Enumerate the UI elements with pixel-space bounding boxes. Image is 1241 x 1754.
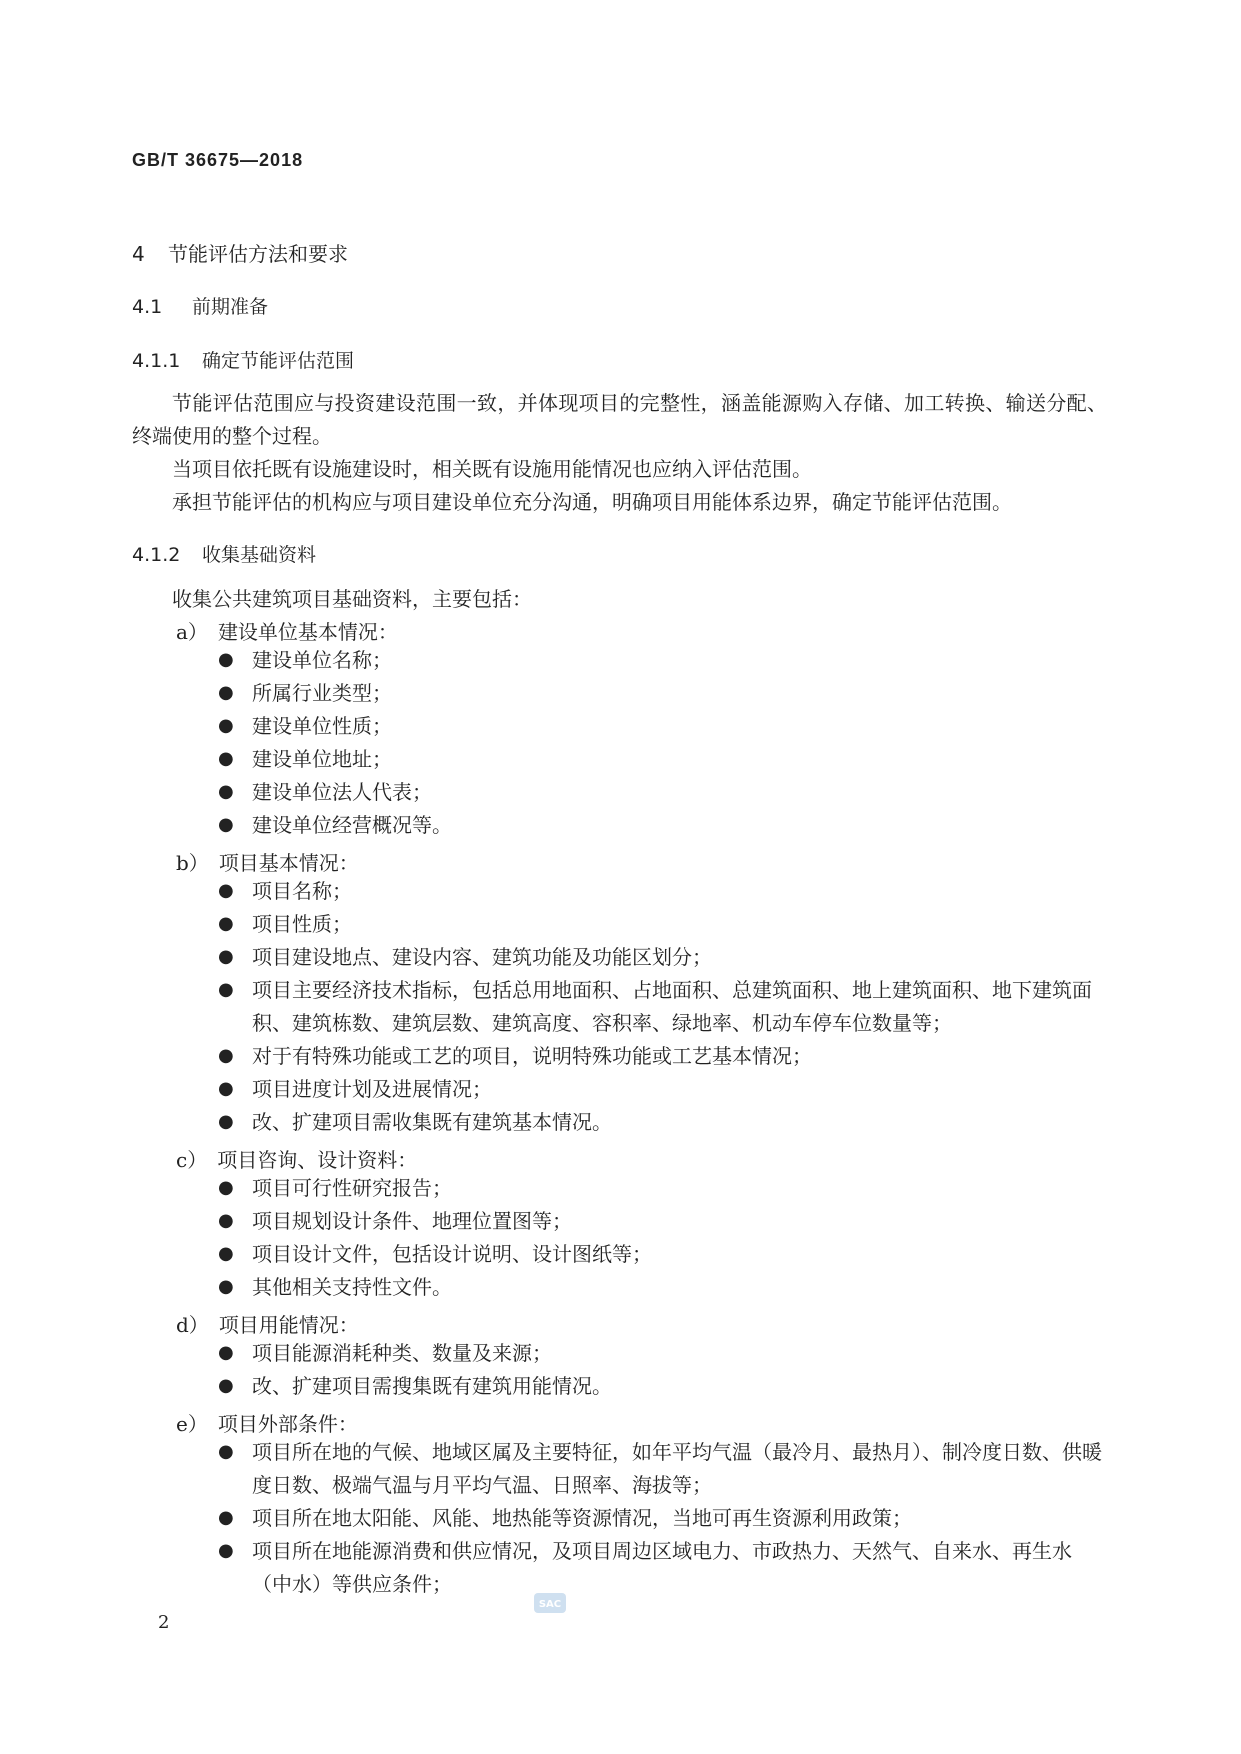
bullet-icon: ● [218, 649, 234, 670]
list-item: 项目性质； [252, 912, 352, 936]
bullet-icon: ● [218, 979, 234, 1000]
bullet-icon: ● [218, 1243, 234, 1264]
list-label-d: d） 项目用能情况： [176, 1313, 359, 1337]
section-heading-4-1-2 [132, 540, 316, 567]
bullet-icon: ● [218, 1078, 234, 1099]
section-heading-4-1 [132, 292, 268, 319]
bullet-icon: ● [218, 1177, 234, 1198]
paragraph: 承担节能评估的机构应与项目建设单位充分沟通，明确项目用能体系边界，确定节能评估范围。 [172, 490, 1012, 514]
list-item: 对于有特殊功能或工艺的项目，说明特殊功能或工艺基本情况； [252, 1044, 812, 1068]
section-heading-4 [132, 238, 348, 267]
section-number: 4.1.1 [132, 350, 181, 372]
bullet-icon: ● [218, 1210, 234, 1231]
sac-watermark-logo [533, 1592, 567, 1614]
list-item: 所属行业类型； [252, 681, 392, 705]
section-number: 4.1 [132, 296, 163, 318]
bullet-icon: ● [218, 1507, 234, 1528]
paragraph: 节能评估范围应与投资建设范围一致，并体现项目的完整性，涵盖能源购入存储、加工转换、输送分配、终端使用的整个过程。 [132, 391, 1107, 448]
list-item: 项目名称； [252, 879, 352, 903]
section-number: 4.1.2 [132, 544, 181, 566]
list-item: 项目所在地能源消费和供应情况，及项目周边区域电力、市政热力、天然气、自来水、再生水（中水）等供应条件； [252, 1539, 1072, 1596]
bullet-icon: ● [218, 913, 234, 934]
list-item: 项目所在地的气候、地域区属及主要特征，如年平均气温（最冷月、最热月）、制冷度日数、供暖度日数、极端气温与月平均气温、日照率、海拔等； [252, 1440, 1102, 1497]
section-title: 确定节能评估范围 [202, 350, 355, 372]
list-item: 项目建设地点、建设内容、建筑功能及功能区划分； [252, 945, 712, 969]
bullet-icon: ● [218, 1045, 234, 1066]
list-item: 改、扩建项目需收集既有建筑基本情况。 [252, 1110, 612, 1134]
standard-number: GB/T 36675—2018 [132, 150, 304, 170]
bullet-icon: ● [218, 748, 234, 769]
page-number: 2 [158, 1612, 170, 1633]
bullet-icon: ● [218, 1276, 234, 1297]
bullet-icon: ● [218, 1342, 234, 1363]
list-label-e: e） 项目外部条件： [176, 1412, 358, 1436]
paragraph: 当项目依托既有设施建设时，相关既有设施用能情况也应纳入评估范围。 [172, 457, 812, 481]
list-item: 建设单位法人代表； [252, 780, 432, 804]
list-item: 项目规划设计条件、地理位置图等； [252, 1209, 572, 1233]
list-item: 建设单位性质； [252, 714, 392, 738]
list-item: 项目可行性研究报告； [252, 1176, 452, 1200]
bullet-icon: ● [218, 946, 234, 967]
list-item: 其他相关支持性文件。 [252, 1275, 452, 1299]
bullet-icon: ● [218, 715, 234, 736]
list-item: 建设单位经营概况等。 [252, 813, 452, 837]
bullet-icon: ● [218, 781, 234, 802]
section-title: 前期准备 [192, 296, 269, 318]
bullet-icon: ● [218, 1441, 234, 1462]
section-title: 节能评估方法和要求 [168, 242, 348, 266]
list-item: 项目设计文件，包括设计说明、设计图纸等； [252, 1242, 652, 1266]
bullet-icon: ● [218, 682, 234, 703]
list-item: 项目主要经济技术指标，包括总用地面积、占地面积、总建筑面积、地上建筑面积、地下建筑面积、建筑栋数、建筑层数、建筑高度、容积率、绿地率、机动车停车位数量等； [252, 978, 1092, 1035]
bullet-icon: ● [218, 1540, 234, 1561]
list-item: 项目进度计划及进展情况； [252, 1077, 492, 1101]
bullet-icon: ● [218, 880, 234, 901]
list-label-c: c） 项目咨询、设计资料： [176, 1148, 418, 1172]
svg-text:SAC: SAC [538, 1599, 562, 1610]
intro-text: 收集公共建筑项目基础资料，主要包括： [172, 587, 532, 611]
bullet-icon: ● [218, 814, 234, 835]
list-item: 建设单位名称； [252, 648, 392, 672]
list-item: 建设单位地址； [252, 747, 392, 771]
bullet-icon: ● [218, 1375, 234, 1396]
list-label-a: a） 建设单位基本情况： [176, 620, 398, 644]
list-item: 改、扩建项目需搜集既有建筑用能情况。 [252, 1374, 612, 1398]
section-heading-4-1-1 [132, 346, 354, 373]
section-title: 收集基础资料 [202, 544, 317, 566]
list-item: 项目所在地太阳能、风能、地热能等资源情况，当地可再生资源利用政策； [252, 1506, 912, 1530]
section-number: 4 [132, 242, 145, 266]
section-4-1-1-body [132, 387, 1107, 519]
list-item: 项目能源消耗种类、数量及来源； [252, 1341, 552, 1365]
list-label-b: b） 项目基本情况： [176, 851, 359, 875]
bullet-icon: ● [218, 1111, 234, 1132]
